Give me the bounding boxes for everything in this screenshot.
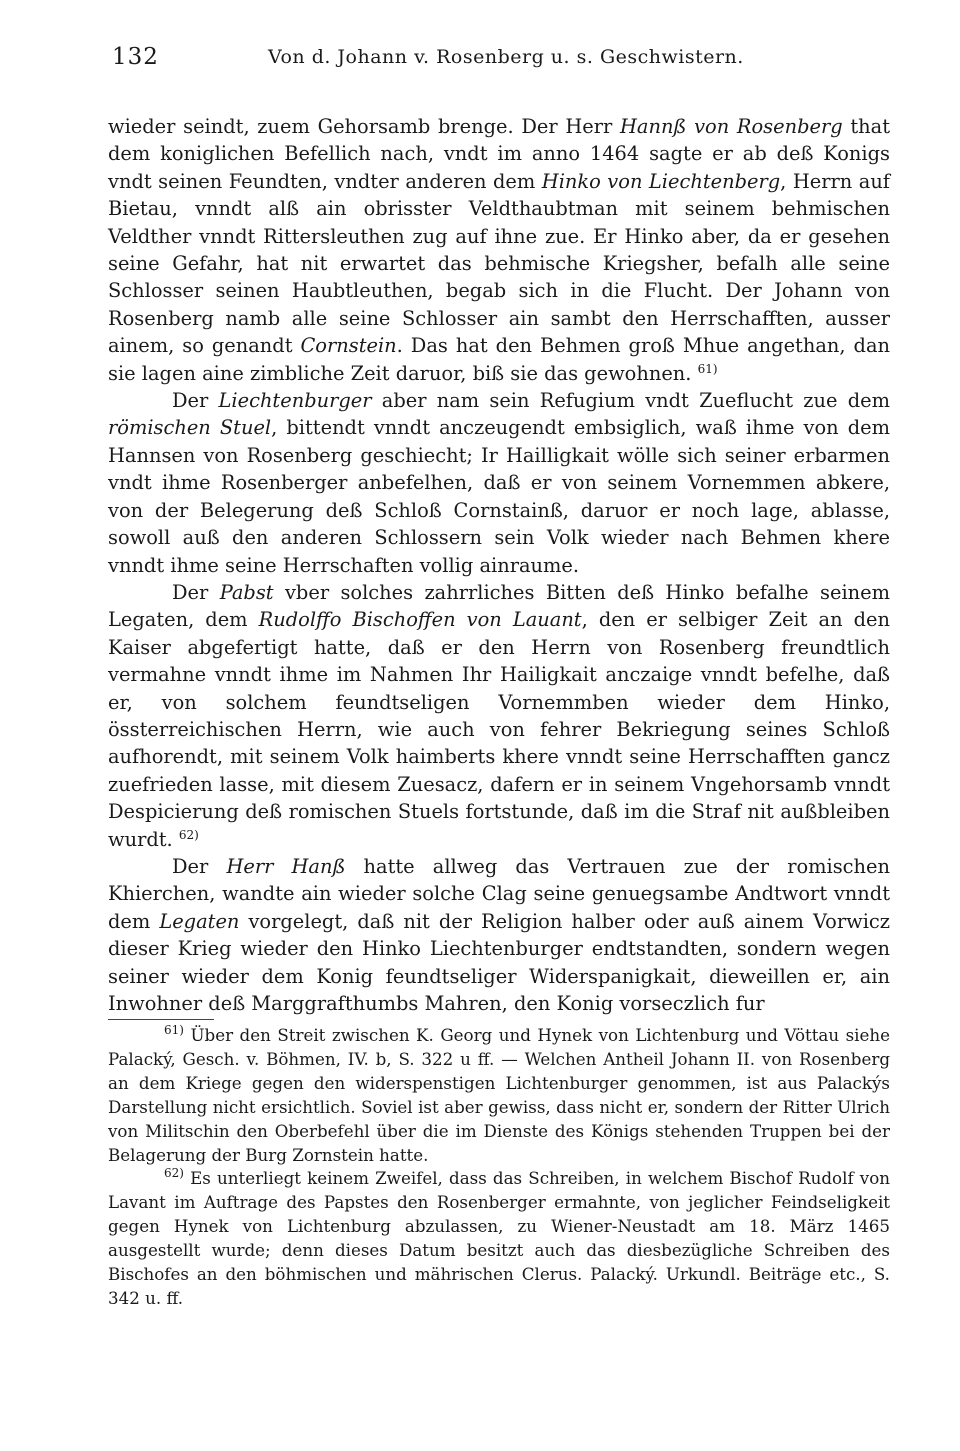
text-run: vber solches zahrrliches Bitten deß Hinko befalhe seinem Legaten, dem xyxy=(108,580,890,632)
page-header xyxy=(112,44,890,74)
paragraph-3 xyxy=(108,579,890,853)
paragraph-1 xyxy=(108,113,890,387)
text-run: , Herrn auf Bietau, vnndt alß ain obrisster Veldthaubtman mit seinem behmischen Veldther vnndt Rittersleuthen zug auf ihne zue. Er Hinko aber, da er gesehen seine Gefahr, hat nit erwartet das behmische Kriegsher, befalh alle seine Schlosser seinen Haubtleuthen, begab sich in die Flucht. Der Johann von Rosenberg namb alle seine Schlosser ain sambt den Herrschafften, ausser ainem, so genandt xyxy=(108,169,890,358)
footnote-text: Es unterliegt keinem Zweifel, dass das Schreiben, in welchem Bischof Rudolf von Lavant im Auftrage des Papstes den Rosenberger ermahnte, von jeglicher Feindseligkeit gegen Hynek von Lichtenburg abzulassen, zu Wiener-Neustadt am 18. März 1465 ausgestellt wurde; denn dieses Datum besitzt auch das diesbezügliche Schreiben des Bischofes an den böhmischen und mährischen Clerus. Palacký. Urkundl. Beiträge etc., S. 342 u. ff. xyxy=(108,1168,890,1308)
footnote-ref-62[interactable]: 62) xyxy=(178,827,199,842)
italic-name: Pabst xyxy=(219,580,274,604)
main-text xyxy=(108,113,890,1017)
footnote-number: 61) xyxy=(164,1023,184,1037)
italic-name: Herr Hanß xyxy=(226,854,346,878)
text-run: , bittendt vnndt anczeugendt embsiglich, waß ihme von dem Hannsen von Rosenberg geschiecht; Ir Hailligkait wölle sich seiner erbarmen vndt ihme Rosenberger anbefelhen, daß er von seinem Vornemmen abkere, von der Belegerung deß Schloß Cornstainß, daruor er noch lage, ablasse, sowoll auß den anderen Schlossern sein Volk wieder nach Behmen khere vnndt ihme seine Herrschaften vollig ainraume. xyxy=(108,416,891,577)
italic-name: Hannß von Rosenberg xyxy=(619,115,843,138)
page-number: 132 xyxy=(112,44,159,70)
italic-name: Liechtenburger xyxy=(218,389,372,413)
text-run: Der xyxy=(172,389,219,413)
footnote-divider xyxy=(108,1019,214,1020)
text-run: that dem koniglichen Befellich nach, vndt im anno 1464 sagte er ab deß Konigs vndt seinen Feundten, vndter anderen dem xyxy=(108,115,890,193)
text-run: hatte allweg das Vertrauen zue der romischen Khierchen, wandte ain wieder solche Clag seine genuegsambe Andtwort vnndt dem xyxy=(108,854,890,933)
italic-name: Hinko von Liechtenberg xyxy=(541,169,781,193)
footnote-62 xyxy=(108,1167,890,1310)
text-run: . Das hat den Behmen groß Mhue angethan, dan sie lagen aine zimbliche Zeit daruor, biß sie das gewohnen. xyxy=(108,334,890,385)
paragraph-4 xyxy=(108,853,890,1017)
footnote-ref-61[interactable]: 61) xyxy=(697,361,718,376)
footnote-61 xyxy=(108,1024,890,1167)
text-run: vorgelegt, daß nit der Religion halber oder auß ainem Vorwicz dieser Krieg wieder den Hinko Liechtenburger endtstandten, sondern wegen seiner wieder dem Konig feundtseliger Widerspanigkait, dieweillen er, ain Inwohner deß Marggrafthumbs Mahren, den Konig vorseczlich fur xyxy=(108,909,890,1015)
italic-name: Rudolffo Bischoffen von Lauant xyxy=(258,608,582,632)
footnote-number: 62) xyxy=(164,1166,184,1181)
footnote-text: Über den Streit zwischen K. Georg und Hynek von Lichtenburg und Vöttau siehe Palacký, Gesch. v. Böhmen, IV. b, S. 322 u ff. — Welchen Antheil Johann II. von Rosenberg an dem Kriege gegen den widerspenstigen Lichtenburger genommen, ist aus Palackýs Darstellung nicht ersichtlich. Soviel ist aber gewiss, dass nicht er, sondern der Ritter Ulrich von Militschin den Oberbefehl über die im Dienste des Königs stehenden Truppen bei der Belagerung der Burg Zornstein hatte. xyxy=(108,1025,890,1165)
footnotes xyxy=(108,1024,890,1311)
text-run: Der xyxy=(172,580,220,604)
italic-name: Cornstein xyxy=(300,334,397,358)
paragraph-2 xyxy=(108,387,890,579)
running-title: Von d. Johann v. Rosenberg u. s. Geschwistern. xyxy=(268,46,744,68)
text-run: wieder seindt, zuem Gehorsamb brenge. Der Herr xyxy=(108,115,620,138)
text-run: aber nam sein Refugium vndt Zueflucht zue dem xyxy=(371,389,890,413)
italic-name: Legaten xyxy=(159,909,240,933)
italic-name: römischen Stuel xyxy=(108,416,272,440)
text-run: , den er selbiger Zeit an den Kaiser abgefertigt hatte, daß er den Herrn von Rosenberg freundtlich vermahne vnndt ihme im Nahmen Ihr Hailigkait anczaige vnndt befelhe, daß er, von solchem feundtseligen Vornemmben wieder dem Hinko, össterreichischen Herrn, wie auch von fehrer Bekriegung seines Schloß aufhorendt, mit seinem Volk haimberts khere vnndt seine Herrschafften gancz zuefrieden lasse, mit diesem Zuesacz, dafern er in seinem Vngehorsamb vnndt Despicierung deß romischen Stuels fortstunde, daß im die Straf nit außbleiben wurdt. xyxy=(108,608,890,851)
text-run: Der xyxy=(172,854,227,878)
